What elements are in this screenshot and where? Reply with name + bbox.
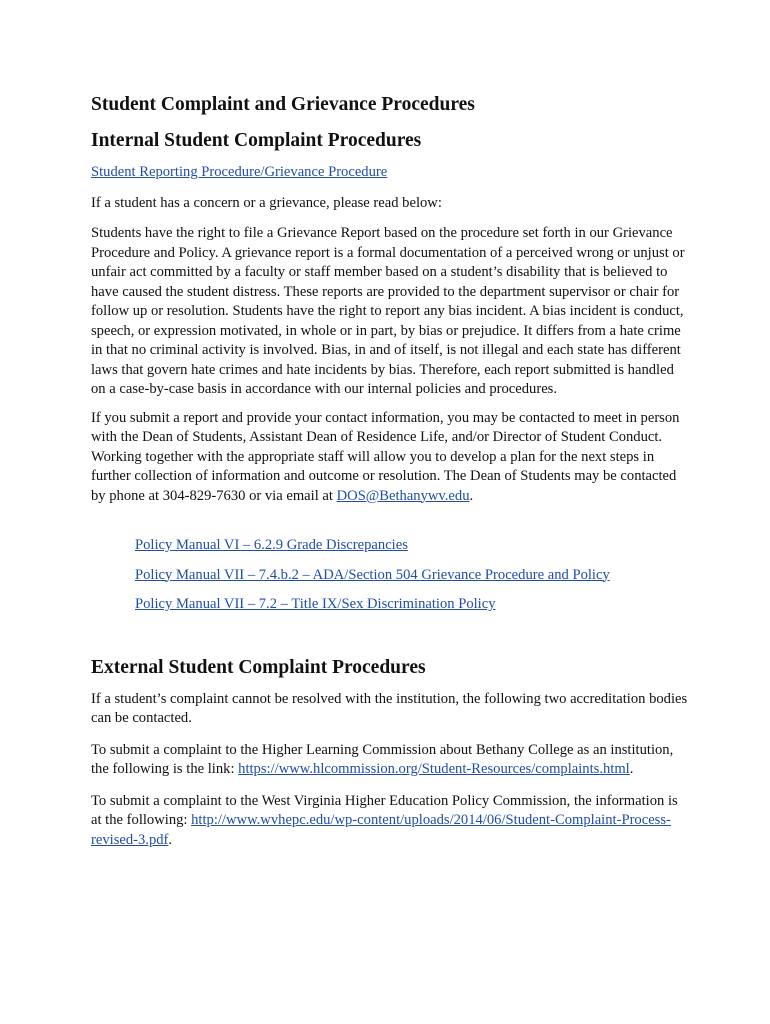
contact-paragraph: If you submit a report and provide your contact information, you may be contacted to meet in person with the Dean of Students, Assistant Dean of Residence Life, and/or Director of Student Conduct. Working together with the appropriate staff will allow you to develop a plan for the next steps in further collection of information and outcome or resolution. The Dean of Students may be contacted by phone at 304-829-7630 or via email at DOS@Bethanywv.edu. xyxy=(91,409,680,504)
policy-links xyxy=(135,536,691,615)
grievance-paragraph: Students have the right to file a Grievance Report based on the procedure set forth in our Grievance Procedure and Policy. A grievance report is a formal documentation of a perceived wrong or unjust or unfair act committed by a faculty or staff member based on a student’s disability that is believed to have caused the student distress. These reports are provided to the department supervisor or chair for follow up or resolution. Students have the right to report any bias incident. A bias incident is conduct, speech, or expression motivated, in whole or in part, by bias or prejudice. It differs from a hate crime in that no criminal activity is involved. Bias, in and of itself, is not illegal and each state has different laws that govern hate crimes and hate incidents by bias. Therefore, each report submitted is handled on a case-by-case basis in accordance with our internal policies and procedures. xyxy=(91,225,685,397)
external-intro: If a student’s complaint cannot be resolved with the institution, the following two accreditation bodies can be contacted. xyxy=(91,690,688,726)
policy-link-ada-504[interactable]: Policy Manual VII – 7.4.b.2 – ADA/Section 504 Grievance Procedure and Policy xyxy=(135,566,610,583)
wvhepc-link[interactable]: http://www.wvhepc.edu/wp-content/uploads/2014/06/Student-Complaint-Process-revised-3.pdf xyxy=(91,812,671,848)
page-title: Student Complaint and Grievance Procedures xyxy=(91,94,475,115)
wvhepc-paragraph: To submit a complaint to the West Virginia Higher Education Policy Commission, the information is at the following: http://www.wvhepc.edu/wp-content/uploads/2014/06/Student-Complaint-Process-revised-3.pdf. xyxy=(91,792,678,848)
hlc-link[interactable]: https://www.hlcommission.org/Student-Resources/complaints.html xyxy=(238,761,630,777)
contact-text: If you submit a report and provide your contact information, you may be contacted to meet in person with the Dean of Students, Assistant Dean of Residence Life, and/or Director of Student Conduct. Working together with the appropriate staff will allow you to develop a plan for the next steps in further collection of information and outcome or resolution. The Dean of Students may be contacted by phone at 304-829-7630 or via email at xyxy=(91,409,680,504)
document-page xyxy=(91,92,691,850)
hlc-paragraph: To submit a complaint to the Higher Learning Commission about Bethany College as an institution, the following is the link: https://www.hlcommission.org/Student-Resources/complaints.html. xyxy=(91,741,674,777)
policy-link-title-ix[interactable]: Policy Manual VII – 7.2 – Title IX/Sex Discrimination Policy xyxy=(135,596,496,612)
internal-heading: Internal Student Complaint Procedures xyxy=(91,130,422,151)
policy-link-grade-discrepancies[interactable]: Policy Manual VI – 6.2.9 Grade Discrepancies xyxy=(135,537,408,553)
external-heading: External Student Complaint Procedures xyxy=(91,656,426,678)
reporting-procedure-link[interactable]: Student Reporting Procedure/Grievance Procedure xyxy=(91,164,388,180)
intro-text: If a student has a concern or a grievance, please read below: xyxy=(91,194,442,211)
dos-email-link[interactable]: DOS@Bethanywv.edu xyxy=(336,487,470,504)
